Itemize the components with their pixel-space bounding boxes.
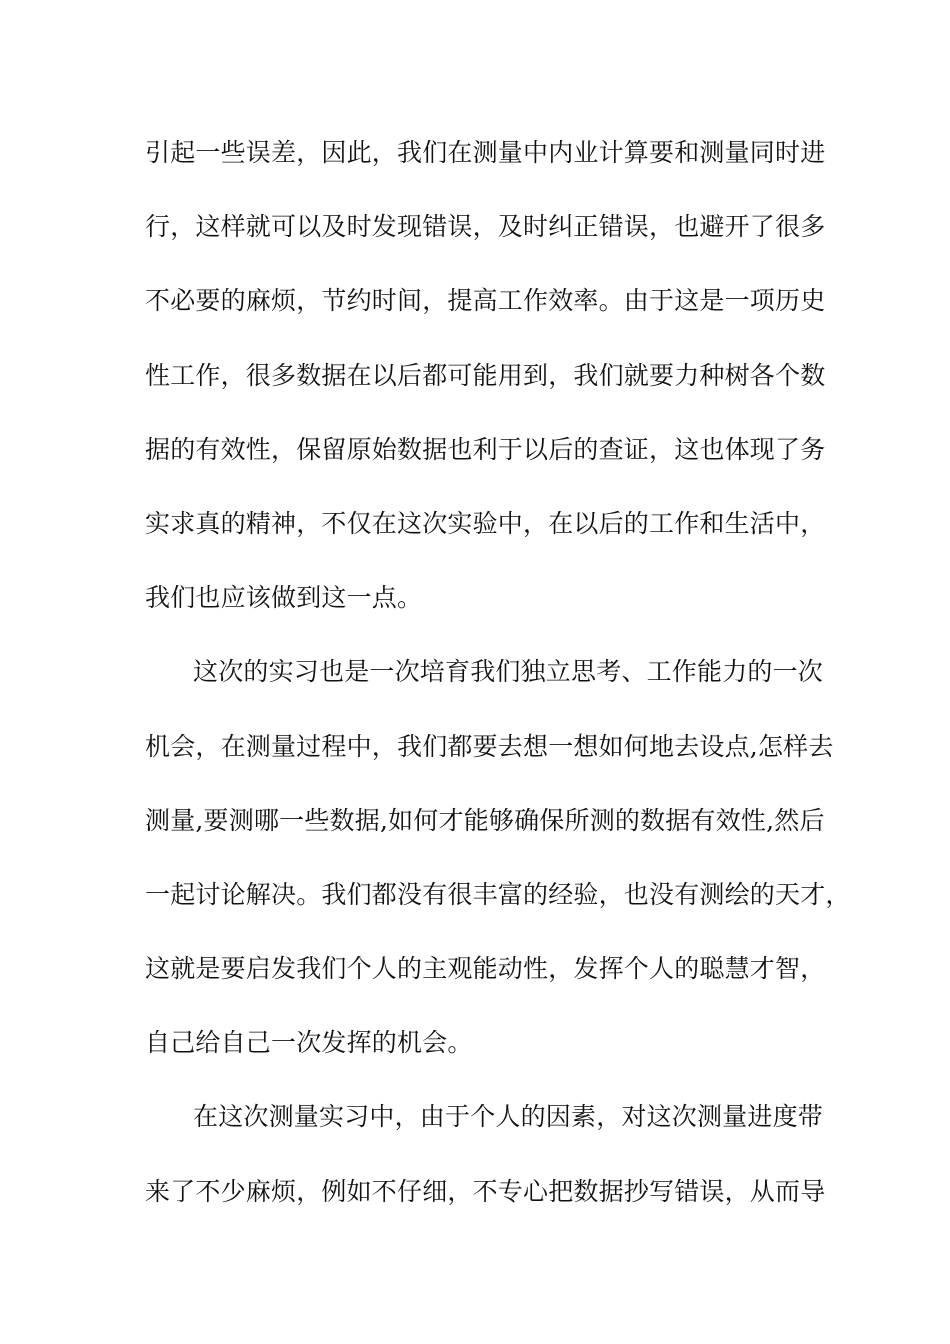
text-line: 机会，在测量过程中，我们都要去想一想如何地去设点,怎样去 [145, 731, 834, 761]
text-line: 测量,要测哪一些数据,如何才能够确保所测的数据有效性,然后 [145, 805, 825, 835]
text-line: 实求真的精神，不仅在这次实验中，在以后的工作和生活中， [145, 508, 826, 538]
text-line: 据的有效性，保留原始数据也利于以后的查证，这也体现了务 [145, 434, 826, 464]
paragraph-first-line: 这次的实习也是一次培育我们独立思考、工作能力的一次 [193, 657, 824, 687]
text-line: 引起一些误差，因此，我们在测量中内业计算要和测量同时进 [145, 138, 826, 167]
text-line: 这就是要启发我们个人的主观能动性，发挥个人的聪慧才智， [145, 954, 826, 984]
paragraph-first-line: 在这次测量实习中，由于个人的因素，对这次测量进度带 [193, 1102, 824, 1132]
text-line: 自己给自己一次发挥的机会。 [145, 1028, 473, 1058]
text-line: 不必要的麻烦，节约时间，提高工作效率。由于这是一项历史 [145, 286, 826, 316]
body-text [145, 128, 851, 1241]
text-line: 一起讨论解决。我们都没有很丰富的经验，也没有测绘的天才， [145, 879, 851, 909]
text-line: 来了不少麻烦，例如不仔细，不专心把数据抄写错误，从而导 [145, 1176, 826, 1206]
text-line: 性工作，很多数据在以后都可能用到，我们就要力种树各个数 [145, 360, 826, 390]
text-line: 行，这样就可以及时发现错误，及时纠正错误，也避开了很多 [145, 212, 826, 242]
text-line: 我们也应该做到这一点。 [145, 583, 423, 613]
